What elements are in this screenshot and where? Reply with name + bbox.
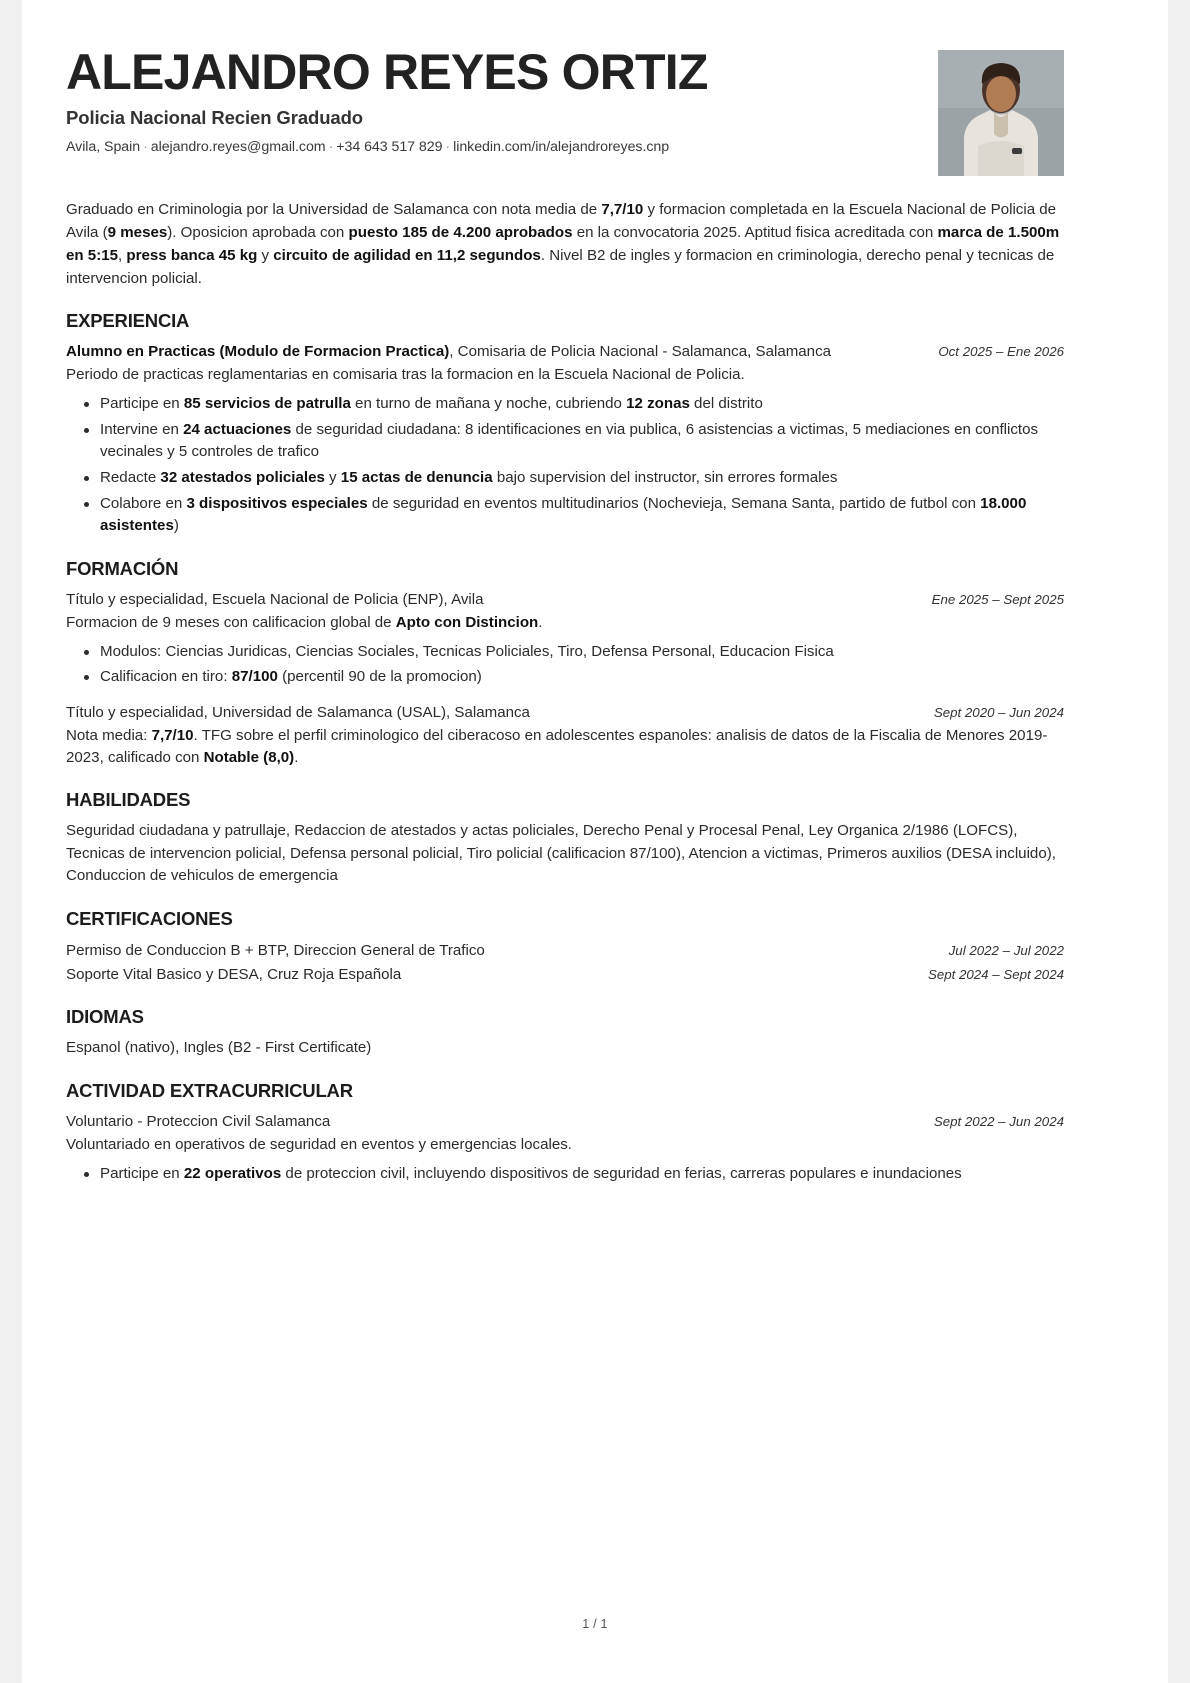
summary-text: . Nivel B2 de ingles y formacion en criminologia, derecho penal y tecnicas de intervencion policial.: [66, 247, 1055, 288]
bullet-text: Intervine en: [100, 420, 184, 438]
extracurricular-description: Voluntariado en operativos de seguridad en eventos y emergencias locales.: [66, 1135, 572, 1153]
education-bullet-list: [66, 641, 1064, 689]
education-detail: [66, 612, 1064, 634]
list-item: [100, 419, 1064, 464]
bullet-highlight: 3 dispositivos especiales: [186, 494, 368, 512]
avatar: [938, 50, 1064, 176]
summary-text: ). Oposicion aprobada con: [167, 224, 349, 242]
section-title-education: FORMACIÓN: [66, 557, 179, 579]
bullet-text: Modulos: Ciencias Juridicas, Ciencias Sociales, Tecnicas Policiales, Tiro, Defensa Personal, Educacion Fisica: [100, 642, 834, 660]
summary-text: ,: [118, 247, 127, 265]
certification-row: [66, 963, 1064, 986]
section-title-skills: HABILIDADES: [66, 788, 191, 810]
list-item: [100, 467, 1064, 490]
contact-location: Avila, Spain: [66, 139, 141, 155]
list-item: [100, 641, 1064, 664]
bullet-text: ): [173, 517, 179, 535]
bullet-highlight: 24 actuaciones: [183, 420, 292, 438]
experience-description: Periodo de practicas reglamentarias en comisaria tras la formacion en la Escuela Nacional de Policia.: [66, 366, 745, 384]
experience-date: Oct 2025 – Ene 2026: [938, 344, 1064, 360]
education-detail-text: Formacion de 9 meses con calificacion global de: [66, 613, 396, 631]
section-skills: [66, 789, 1064, 889]
languages-text: Espanol (nativo), Ingles (B2 - First Certificate): [66, 1039, 372, 1057]
bullet-text: Participe en: [100, 1164, 184, 1182]
bullet-text: en turno de mañana y noche, cubriendo: [350, 395, 627, 413]
experience-company: , Comisaria de Policia Nacional - Salamanca, Salamanca: [449, 343, 832, 361]
bullet-highlight: 12 zonas: [626, 395, 690, 413]
list-item: [100, 493, 1064, 538]
section-title-certifications: CERTIFICACIONES: [66, 908, 233, 930]
contact-line: [66, 139, 1064, 155]
bullet-highlight: 87/100: [231, 668, 278, 686]
bullet-text: de seguridad ciudadana: 8 identificaciones en via publica, 6 asistencias a victimas, 5 mediaciones en conflictos vecinales y 5 controles de trafico: [100, 420, 1039, 461]
bullet-highlight: 15 actas de denuncia: [340, 468, 493, 486]
resume-header: [66, 46, 1064, 170]
section-languages: [66, 1006, 1064, 1060]
education-entry: [66, 589, 1064, 689]
summary-text: Graduado en Criminologia por la Universidad de Salamanca con nota media de: [66, 201, 602, 218]
section-title-languages: IDIOMAS: [66, 1006, 144, 1028]
bullet-text: y: [324, 468, 341, 486]
bullet-text: bajo supervision del instructor, sin errores formales: [492, 468, 838, 486]
education-detail-text: Nota media:: [66, 726, 152, 744]
summary-highlight: 7,7/10: [601, 201, 644, 218]
certification-date: Sept 2024 – Sept 2024: [927, 966, 1064, 982]
summary-text: en la convocatoria 2025. Aptitud fisica acreditada con: [572, 224, 938, 242]
page-margin-right: [1168, 0, 1190, 1683]
contact-separator: ·: [143, 139, 148, 155]
summary-text: y formacion completada en la Escuela Nacional de Policia de Avila (: [66, 201, 1057, 242]
bullet-highlight: 85 servicios de patrulla: [183, 395, 351, 413]
summary-highlight: puesto 185 de 4.200 aprobados: [348, 224, 573, 242]
contact-phone[interactable]: +34 643 517 829: [336, 139, 443, 155]
education-entry-header: [66, 702, 1064, 724]
bullet-highlight: 18.000 asistentes: [100, 494, 1027, 535]
professional-headline: Policia Nacional Recien Graduado: [66, 107, 364, 128]
bullet-text: de seguridad en eventos multitudinarios (Nochevieja, Semana Santa, partido de futbol con: [367, 494, 981, 512]
resume-content: [66, 46, 1064, 1185]
certification-date: Jul 2022 – Jul 2022: [948, 943, 1064, 959]
spacer: [66, 692, 1064, 702]
education-detail-text: .: [538, 613, 543, 631]
education-entry: [66, 702, 1064, 769]
extracurricular-date: Sept 2022 – Jun 2024: [933, 1114, 1064, 1130]
experience-role: Alumno en Practicas (Modulo de Formacion Practica): [66, 343, 450, 361]
education-detail-text: . TFG sobre el perfil criminologico del ciberacoso en adolescentes espanoles: analisis de datos de la Fiscalia de Menores 2019-2023, calificado con: [66, 726, 1048, 766]
extracurricular-entry-header: [66, 1111, 1064, 1133]
bullet-text: del distrito: [689, 395, 763, 413]
education-detail-text: .: [294, 748, 299, 766]
extracurricular-role: Voluntario - Proteccion Civil Salamanca: [66, 1113, 331, 1131]
education-date: Ene 2025 – Sept 2025: [931, 591, 1064, 607]
bullet-text: de proteccion civil, incluyendo dispositivos de seguridad en ferias, carreras populares e inundaciones: [281, 1164, 962, 1182]
education-date: Sept 2020 – Jun 2024: [933, 704, 1064, 720]
section-education: [66, 558, 1064, 769]
page-footer: [0, 1617, 1190, 1631]
page-indicator: 1 / 1: [582, 1617, 608, 1631]
education-detail: [66, 725, 1064, 769]
profile-photo-illustration: [938, 50, 1064, 176]
skills-text: Seguridad ciudadana y patrullaje, Redaccion de atestados y actas policiales, Derecho Penal y Procesal Penal, Ley Organica 2/1986 (LOFCS), Tecnicas de intervencion policial, Defensa personal policial, Tiro policial (calificacion 87/100), Atencion a victimas, Primeros auxilios (DESA incluido), Conduccion de vehiculos de emergencia: [66, 821, 1056, 885]
certification-row: [66, 939, 1064, 962]
education-degree: Título y especialidad, Universidad de Salamanca (USAL), Salamanca: [66, 703, 530, 721]
summary-highlight: marca de 1.500m en 5:15: [66, 224, 1060, 265]
section-experience: [66, 310, 1064, 538]
bullet-highlight: 32 atestados policiales: [160, 468, 325, 486]
extracurricular-bullet-list: [66, 1163, 1064, 1186]
section-title-extracurricular: ACTIVIDAD EXTRACURRICULAR: [66, 1080, 353, 1102]
section-certifications: [66, 908, 1064, 986]
professional-summary: [66, 198, 1064, 290]
education-detail-highlight: 7,7/10: [151, 726, 194, 744]
list-item: [100, 666, 1064, 689]
bullet-text: (percentil 90 de la promocion): [277, 668, 482, 686]
experience-entry-header: [66, 341, 1064, 363]
summary-text: y: [257, 247, 274, 265]
education-detail-highlight: Notable (8,0): [203, 748, 295, 766]
contact-separator: ·: [328, 139, 334, 155]
section-extracurricular: [66, 1080, 1064, 1185]
education-degree: Título y especialidad, Escuela Nacional de Policia (ENP), Avila: [66, 590, 484, 608]
page-margin-left: [0, 0, 22, 1683]
summary-highlight: press banca 45 kg: [126, 247, 258, 265]
bullet-highlight: 22 operativos: [183, 1164, 282, 1182]
experience-role-line: [66, 341, 831, 363]
experience-bullet-list: [66, 393, 1064, 538]
contact-linkedin[interactable]: linkedin.com/in/alejandroreyes.cnp: [453, 139, 670, 155]
bullet-text: Redacte: [100, 468, 161, 486]
list-item: [100, 393, 1064, 416]
section-title-experience: EXPERIENCIA: [66, 310, 190, 332]
bullet-text: Participe en: [100, 395, 184, 413]
certification-name: Permiso de Conduccion B + BTP, Direccion General de Trafico: [66, 942, 485, 960]
list-item: [100, 1163, 1064, 1186]
extracurricular-entry: [66, 1111, 1064, 1185]
education-entry-header: [66, 589, 1064, 611]
education-detail-highlight: Apto con Distincion: [395, 613, 539, 631]
certification-name: Soporte Vital Basico y DESA, Cruz Roja Española: [66, 965, 402, 983]
experience-entry: [66, 341, 1064, 538]
contact-email[interactable]: alejandro.reyes@gmail.com: [150, 139, 326, 155]
summary-highlight: 9 meses: [107, 224, 168, 242]
contact-separator: ·: [445, 139, 451, 155]
bullet-text: Calificacion en tiro:: [100, 668, 232, 686]
bullet-text: Colabore en: [100, 494, 187, 512]
page-title: ALEJANDRO REYES ORTIZ: [66, 44, 708, 100]
summary-highlight: circuito de agilidad en 11,2 segundos: [273, 247, 541, 265]
